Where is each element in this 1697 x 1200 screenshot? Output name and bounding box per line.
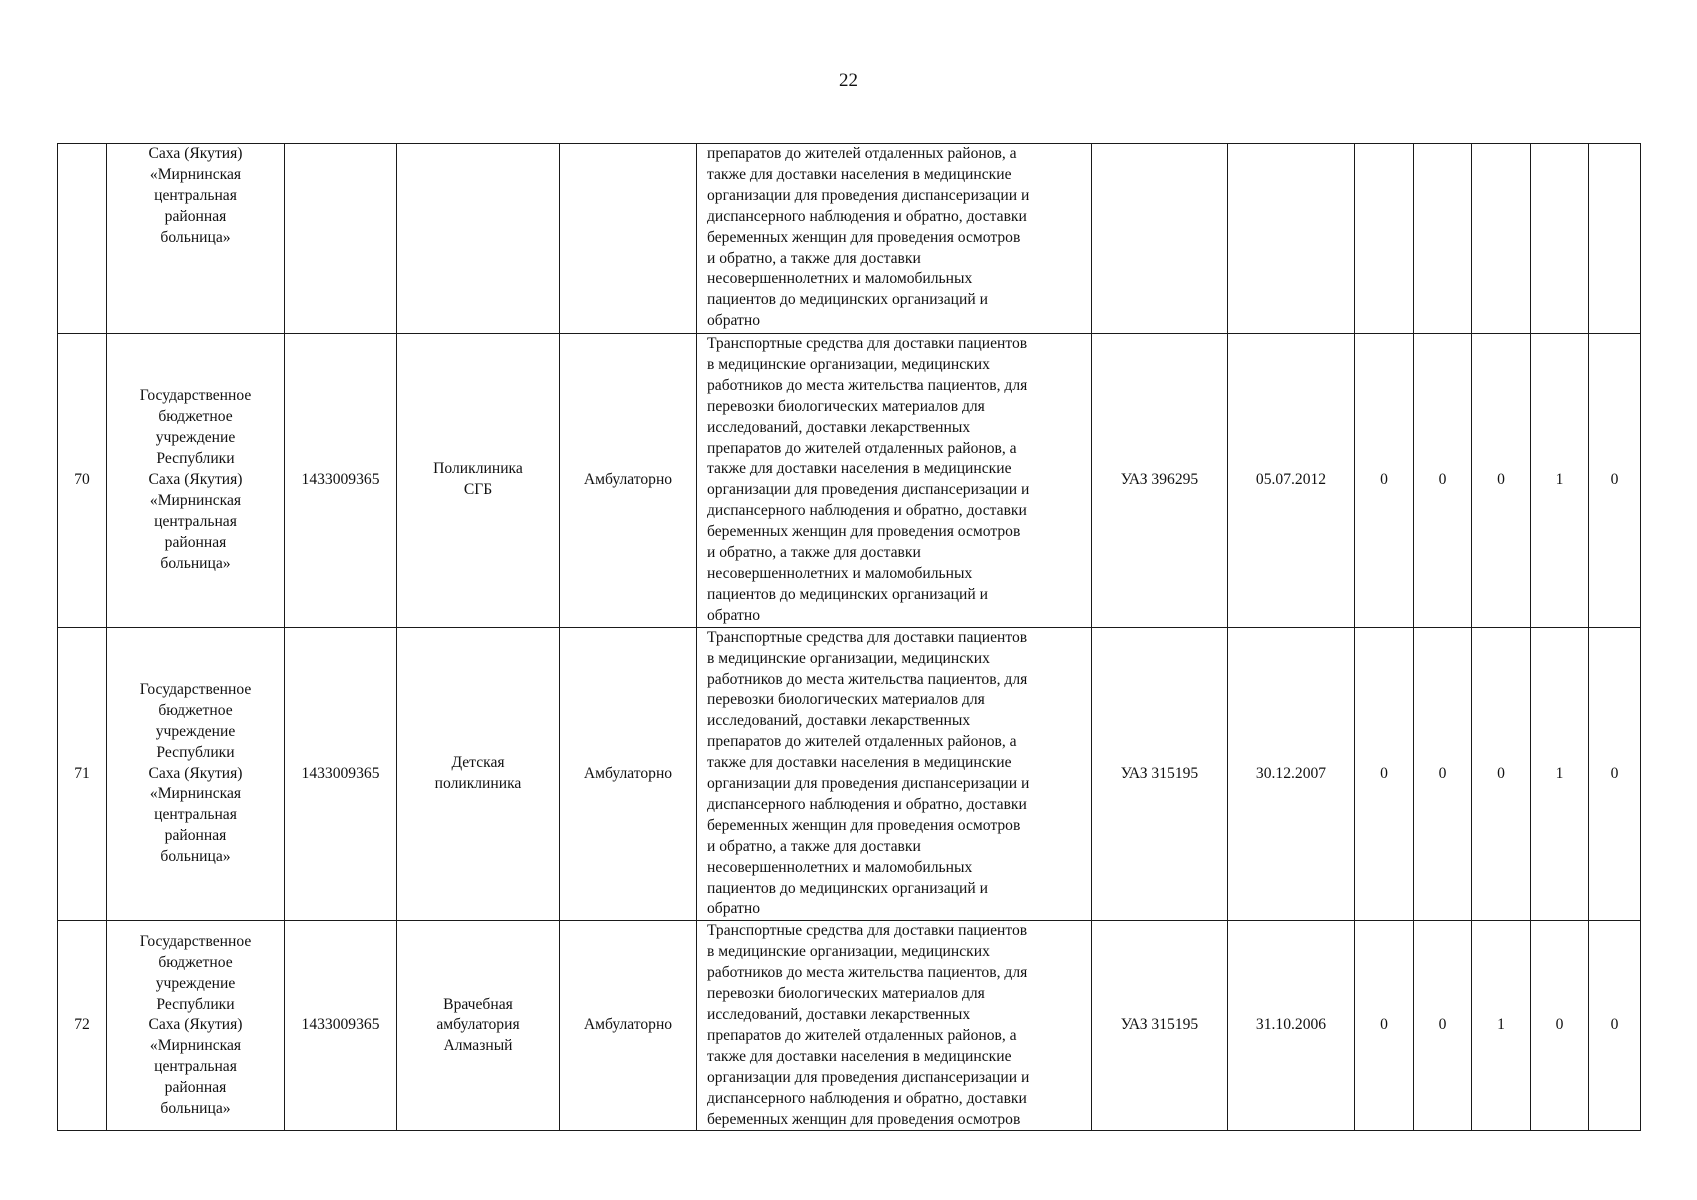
text-line: бюджетное	[158, 408, 233, 426]
text-line: Государственное	[139, 387, 252, 405]
row-number-cell: 72	[58, 921, 107, 1131]
text-line: организации для проведения диспансеризации и	[707, 186, 1030, 204]
text-line: центральная	[154, 806, 237, 824]
text-line: беременных женщин для проведения осмотров	[707, 816, 1021, 834]
text-line: также для доставки населения в медицинские	[707, 1047, 1012, 1065]
text-line: в медицинские организации, медицинских	[707, 943, 990, 961]
text-line: Саха (Якутия)	[148, 764, 243, 782]
text-line: несовершеннолетних и маломобильных	[707, 858, 973, 876]
text-line: также для доставки населения в медицинские	[707, 460, 1012, 478]
count-cell-2	[1414, 144, 1472, 334]
text-line: диспансерного наблюдения и обратно, доставки	[707, 1089, 1027, 1107]
date-cell	[1228, 144, 1355, 334]
unit-cell	[397, 627, 560, 921]
text-line: Транспортные средства для доставки пациентов	[707, 335, 1028, 352]
table-row	[58, 627, 1641, 921]
text-line: больница»	[160, 228, 231, 246]
inn-cell: 1433009365	[285, 627, 397, 921]
text-line: Республики	[156, 743, 235, 761]
text-line: больница»	[160, 554, 231, 572]
text-line: также для доставки населения в медицинские	[707, 165, 1012, 183]
text-line: и обратно, а также для доставки	[707, 837, 921, 855]
text-line: Транспортные средства для доставки пациентов	[707, 922, 1028, 940]
text-line: районная	[164, 207, 227, 225]
text-line: работников до места жительства пациентов, для	[707, 376, 1028, 394]
count-cell-4: 1	[1531, 334, 1589, 628]
text-line: Республики	[156, 449, 235, 467]
text-line: больница»	[160, 1100, 231, 1118]
purpose-cell	[697, 627, 1092, 921]
table-row	[58, 334, 1641, 628]
inn-cell	[285, 144, 397, 334]
text-line: Государственное	[139, 932, 252, 950]
row-number-cell	[58, 144, 107, 334]
text-line: перевозки биологических материалов для	[707, 691, 985, 709]
text-line: больница»	[160, 848, 231, 866]
organization-cell	[107, 144, 285, 334]
table-row	[58, 921, 1641, 1131]
text-line: в медицинские организации, медицинских	[707, 355, 990, 373]
text-line: Саха (Якутия)	[148, 1016, 243, 1034]
text-line: исследований, доставки лекарственных	[707, 712, 971, 730]
count-cell-4: 0	[1531, 921, 1589, 1131]
text-line: перевозки биологических материалов для	[707, 397, 985, 415]
organization-cell	[107, 627, 285, 921]
text-line: Республики	[156, 995, 235, 1013]
inn-cell: 1433009365	[285, 921, 397, 1131]
text-line: препаратов до жителей отдаленных районов, а	[707, 145, 1017, 162]
vehicle-model-cell	[1092, 144, 1228, 334]
text-line: учреждение	[155, 429, 236, 447]
count-cell-1: 0	[1355, 921, 1414, 1131]
count-cell-3	[1472, 144, 1531, 334]
page-number: 22	[839, 70, 858, 91]
care-type-cell: Амбулаторно	[560, 334, 697, 628]
date-cell: 05.07.2012	[1228, 334, 1355, 628]
text-line: СГБ	[463, 481, 493, 499]
count-cell-5: 0	[1589, 334, 1641, 628]
organization-cell	[107, 334, 285, 628]
date-cell: 30.12.2007	[1228, 627, 1355, 921]
text-line: организации для проведения диспансеризации и	[707, 1068, 1030, 1086]
care-type-cell	[560, 144, 697, 334]
text-line: поликлиника	[434, 775, 522, 793]
text-line: также для доставки населения в медицинские	[707, 754, 1012, 772]
count-cell-1: 0	[1355, 334, 1414, 628]
date-cell: 31.10.2006	[1228, 921, 1355, 1131]
text-line: несовершеннолетних и маломобильных	[707, 564, 973, 582]
text-line: центральная	[154, 1058, 237, 1076]
count-cell-2: 0	[1414, 921, 1472, 1131]
care-type-cell: Амбулаторно	[560, 921, 697, 1131]
count-cell-2: 0	[1414, 334, 1472, 628]
text-line: пациентов до медицинских организаций и	[707, 291, 988, 309]
count-cell-4: 1	[1531, 627, 1589, 921]
count-cell-3: 1	[1472, 921, 1531, 1131]
text-line: исследований, доставки лекарственных	[707, 418, 971, 436]
table-row	[58, 144, 1641, 334]
count-cell-5	[1589, 144, 1641, 334]
count-cell-5: 0	[1589, 921, 1641, 1131]
text-line: Поликлиника	[433, 460, 523, 478]
text-line: беременных женщин для проведения осмотров	[707, 228, 1021, 246]
text-line: диспансерного наблюдения и обратно, доставки	[707, 502, 1027, 520]
count-cell-1	[1355, 144, 1414, 334]
text-line: работников до места жительства пациентов, для	[707, 964, 1028, 982]
text-line: несовершеннолетних и маломобильных	[707, 270, 973, 288]
unit-cell	[397, 144, 560, 334]
vehicle-model-cell: УАЗ 315195	[1092, 627, 1228, 921]
unit-cell	[397, 921, 560, 1131]
purpose-cell	[697, 334, 1092, 628]
text-line: пациентов до медицинских организаций и	[707, 879, 988, 897]
text-line: препаратов до жителей отдаленных районов, а	[707, 439, 1017, 457]
count-cell-4	[1531, 144, 1589, 334]
text-line: беременных женщин для проведения осмотров	[707, 523, 1021, 541]
text-line: амбулатория	[436, 1016, 520, 1034]
text-line: «Мирнинская	[149, 491, 242, 509]
text-line: обратно	[707, 606, 761, 624]
text-line: беременных женщин для проведения осмотров	[707, 1110, 1021, 1128]
text-line: перевозки биологических материалов для	[707, 985, 985, 1003]
text-line: исследований, доставки лекарственных	[707, 1006, 971, 1023]
row-number-cell: 70	[58, 334, 107, 628]
text-line: «Мирнинская	[149, 165, 242, 183]
purpose-cell	[697, 921, 1092, 1131]
text-line: препаратов до жителей отдаленных районов, а	[707, 733, 1017, 751]
vehicle-model-cell: УАЗ 396295	[1092, 334, 1228, 628]
text-line: бюджетное	[158, 701, 233, 719]
text-line: препаратов до жителей отдаленных районов, а	[707, 1026, 1017, 1044]
text-line: Государственное	[139, 680, 252, 698]
inn-cell: 1433009365	[285, 334, 397, 628]
count-cell-3: 0	[1472, 334, 1531, 628]
count-cell-1: 0	[1355, 627, 1414, 921]
text-line: Саха (Якутия)	[148, 145, 243, 162]
text-line: и обратно, а также для доставки	[707, 249, 921, 267]
text-line: Саха (Якутия)	[148, 470, 243, 488]
text-line: бюджетное	[158, 953, 233, 971]
text-line: центральная	[154, 186, 237, 204]
text-line: организации для проведения диспансеризации и	[707, 481, 1030, 499]
purpose-cell	[697, 144, 1092, 334]
text-line: районная	[164, 827, 227, 845]
text-line: Алмазный	[443, 1037, 513, 1055]
text-line: организации для проведения диспансеризации и	[707, 775, 1030, 793]
count-cell-3: 0	[1472, 627, 1531, 921]
text-line: и обратно, а также для доставки	[707, 544, 921, 562]
text-line: в медицинские организации, медицинских	[707, 649, 990, 667]
text-line: обратно	[707, 900, 761, 918]
text-line: центральная	[154, 512, 237, 530]
care-type-cell: Амбулаторно	[560, 627, 697, 921]
count-cell-2: 0	[1414, 627, 1472, 921]
text-line: работников до места жительства пациентов, для	[707, 670, 1028, 688]
text-line: «Мирнинская	[149, 785, 242, 803]
text-line: диспансерного наблюдения и обратно, доставки	[707, 795, 1027, 813]
text-line: «Мирнинская	[149, 1037, 242, 1055]
vehicle-model-cell: УАЗ 315195	[1092, 921, 1228, 1131]
vehicle-table	[57, 143, 1641, 1131]
row-number-cell: 71	[58, 627, 107, 921]
text-line: Врачебная	[443, 995, 513, 1013]
text-line: обратно	[707, 312, 761, 330]
organization-cell	[107, 921, 285, 1131]
text-line: районная	[164, 1079, 227, 1097]
text-line: учреждение	[155, 722, 236, 740]
text-line: Детская	[451, 754, 505, 772]
text-line: районная	[164, 533, 227, 551]
text-line: Транспортные средства для доставки пациентов	[707, 628, 1028, 646]
text-line: пациентов до медицинских организаций и	[707, 585, 988, 603]
text-line: диспансерного наблюдения и обратно, доставки	[707, 207, 1027, 225]
unit-cell	[397, 334, 560, 628]
count-cell-5: 0	[1589, 627, 1641, 921]
text-line: учреждение	[155, 974, 236, 992]
